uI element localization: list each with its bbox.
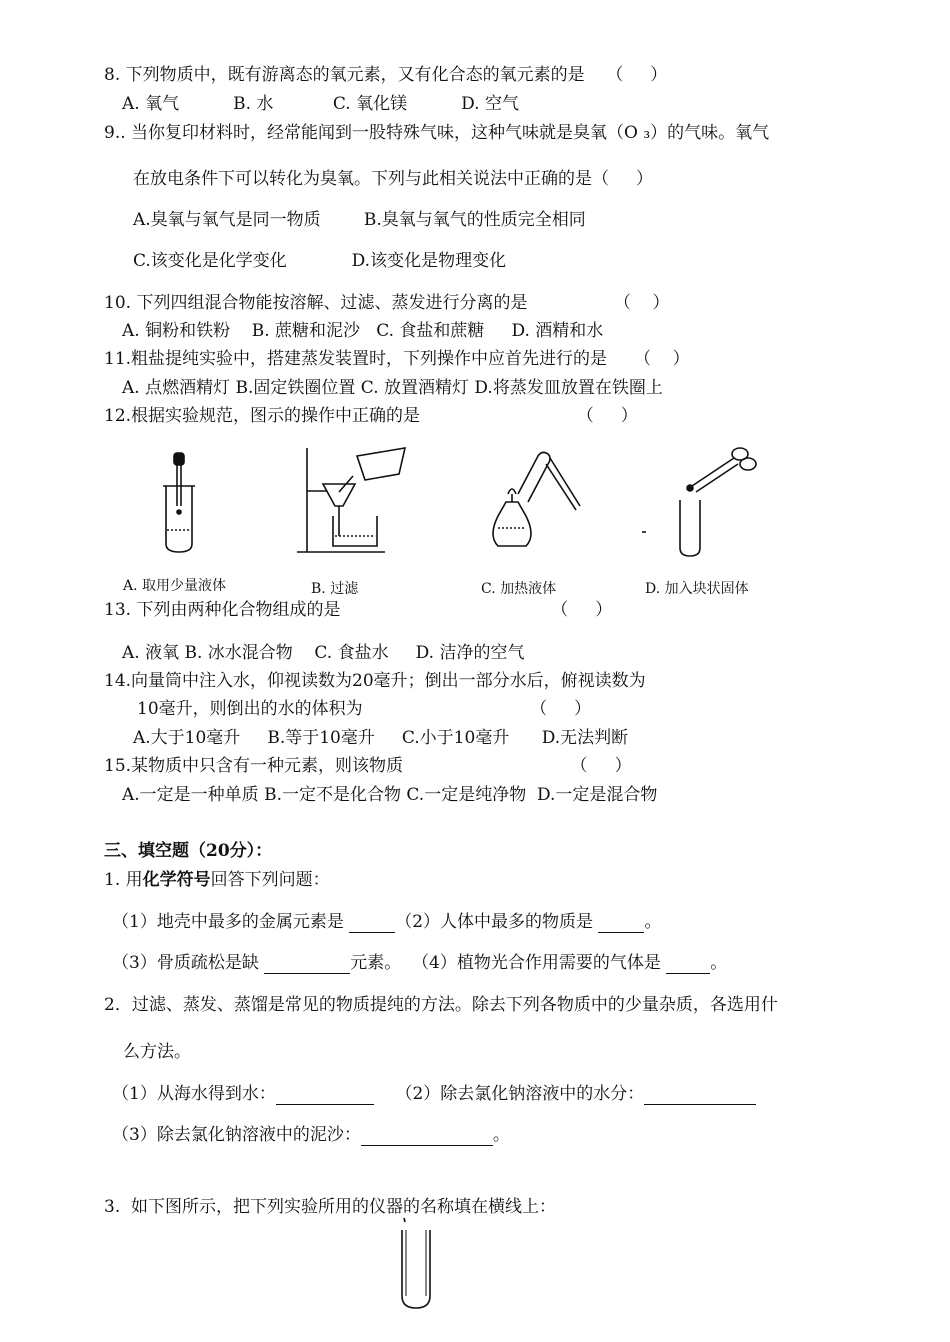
f1-row1-end: 。 bbox=[644, 912, 662, 932]
f2-row2 bbox=[112, 1124, 510, 1146]
f1-suffix: 回答下列问题： bbox=[210, 870, 330, 890]
f1-p1-label: （1）地壳中最多的金属元素是 bbox=[112, 912, 350, 932]
f2-p3-label: （3）除去氯化钠溶液中的泥沙： bbox=[112, 1125, 361, 1145]
q8-stem: 8. 下列物质中，既有游离态的氧元素，又有化合态的氧元素的是 （ ） bbox=[104, 65, 668, 85]
f1-row1 bbox=[112, 911, 661, 933]
caption-c: C. 加热液体 bbox=[481, 581, 557, 597]
adding-solid-figure bbox=[634, 444, 764, 558]
q13-options: A. 液氧 B. 冰水混合物 C. 食盐水 D. 洁净的空气 bbox=[122, 643, 525, 663]
q9-stem-line1: 9.. 当你复印材料时，经常能闻到一股特殊气味，这种气味就是臭氧（O ₃）的气味。氧气 bbox=[104, 123, 770, 143]
q9-options-cd: C.该变化是化学变化 D.该变化是物理变化 bbox=[133, 251, 507, 271]
q13-stem: 13. 下列由两种化合物组成的是 （ ） bbox=[104, 600, 613, 620]
test-tube-icon bbox=[396, 1216, 436, 1312]
f1-p2-label: （2）人体中最多的物质是 bbox=[395, 912, 599, 932]
f1-bold-term: 化学符号 bbox=[142, 870, 211, 890]
heating-liquid-figure bbox=[468, 446, 588, 558]
f1-stem bbox=[104, 869, 330, 891]
f1-row2 bbox=[112, 952, 727, 974]
f2-p2-label: （2）除去氯化钠溶液中的水分： bbox=[395, 1084, 645, 1104]
q14-options: A.大于10毫升 B.等于10毫升 C.小于10毫升 D.无法判断 bbox=[133, 728, 629, 748]
q8-options: A. 氧气 B. 水 C. 氧化镁 D. 空气 bbox=[122, 94, 519, 114]
f1-blank-4[interactable] bbox=[666, 955, 710, 974]
filtration-figure bbox=[295, 446, 415, 558]
q11-options: A. 点燃酒精灯 B.固定铁圈位置 C. 放置酒精灯 D.将蒸发皿放置在铁圈上 bbox=[122, 378, 663, 398]
q10-options: A. 铜粉和铁粉 B. 蔗糖和泥沙 C. 食盐和蔗糖 D. 酒精和水 bbox=[122, 321, 604, 341]
q11-stem: 11.粗盐提纯实验中，搭建蒸发装置时，下列操作中应首先进行的是 （ ） bbox=[104, 349, 690, 369]
f2-row1 bbox=[112, 1083, 756, 1105]
f2-stem-line1: 2．过滤、蒸发、蒸馏是常见的物质提纯的方法。除去下列各物质中的少量杂质，各选用什 bbox=[104, 995, 778, 1015]
f1-blank-3[interactable] bbox=[264, 955, 350, 974]
caption-b: B. 过滤 bbox=[311, 581, 359, 597]
dropper-test-tube-figure bbox=[150, 448, 210, 558]
section-heading: 三、填空题（20分）： bbox=[104, 841, 273, 861]
f2-p1-label: （1）从海水得到水： bbox=[112, 1084, 276, 1104]
f1-p3b-label: 元素。 （4）植物光合作用需要的气体是 bbox=[350, 953, 667, 973]
f2-stem-line2: 么方法。 bbox=[123, 1042, 191, 1062]
f1-blank-1[interactable] bbox=[349, 914, 395, 933]
q9-options-ab: A.臭氧与氧气是同一物质 B.臭氧与氧气的性质完全相同 bbox=[133, 210, 586, 230]
f2-blank-1[interactable] bbox=[276, 1086, 374, 1105]
q9-stem-line2: 在放电条件下可以转化为臭氧。下列与此相关说法中正确的是（ ） bbox=[133, 169, 654, 189]
q15-stem: 15.某物质中只含有一种元素，则该物质 （ ） bbox=[104, 756, 632, 776]
q10-stem: 10. 下列四组混合物能按溶解、过滤、蒸发进行分离的是 （ ） bbox=[104, 293, 670, 313]
q12-stem: 12.根据实验规范，图示的操作中正确的是 （ ） bbox=[104, 406, 638, 426]
f1-row2-end: 。 bbox=[710, 953, 728, 973]
caption-d: D. 加入块状固体 bbox=[645, 581, 749, 597]
f1-prefix: 1. 用 bbox=[104, 870, 143, 890]
f2-blank-2[interactable] bbox=[644, 1086, 756, 1105]
f1-p3-label: （3）骨质疏松是缺 bbox=[112, 953, 265, 973]
f1-blank-2[interactable] bbox=[598, 914, 644, 933]
f2-row2-end: 。 bbox=[492, 1125, 510, 1145]
f3-stem: 3. 如下图所示，把下列实验所用的仪器的名称填在横线上： bbox=[104, 1197, 557, 1217]
q14-stem-line2: 10毫升，则倒出的水的体积为 （ ） bbox=[137, 699, 592, 719]
caption-a: A. 取用少量液体 bbox=[123, 578, 227, 594]
f2-blank-3[interactable] bbox=[361, 1127, 493, 1146]
q15-options: A.一定是一种单质 B.一定不是化合物 C.一定是纯净物 D.一定是混合物 bbox=[122, 785, 658, 805]
q14-stem-line1: 14.向量筒中注入水，仰视读数为20毫升；倒出一部分水后，俯视读数为 bbox=[104, 671, 646, 691]
